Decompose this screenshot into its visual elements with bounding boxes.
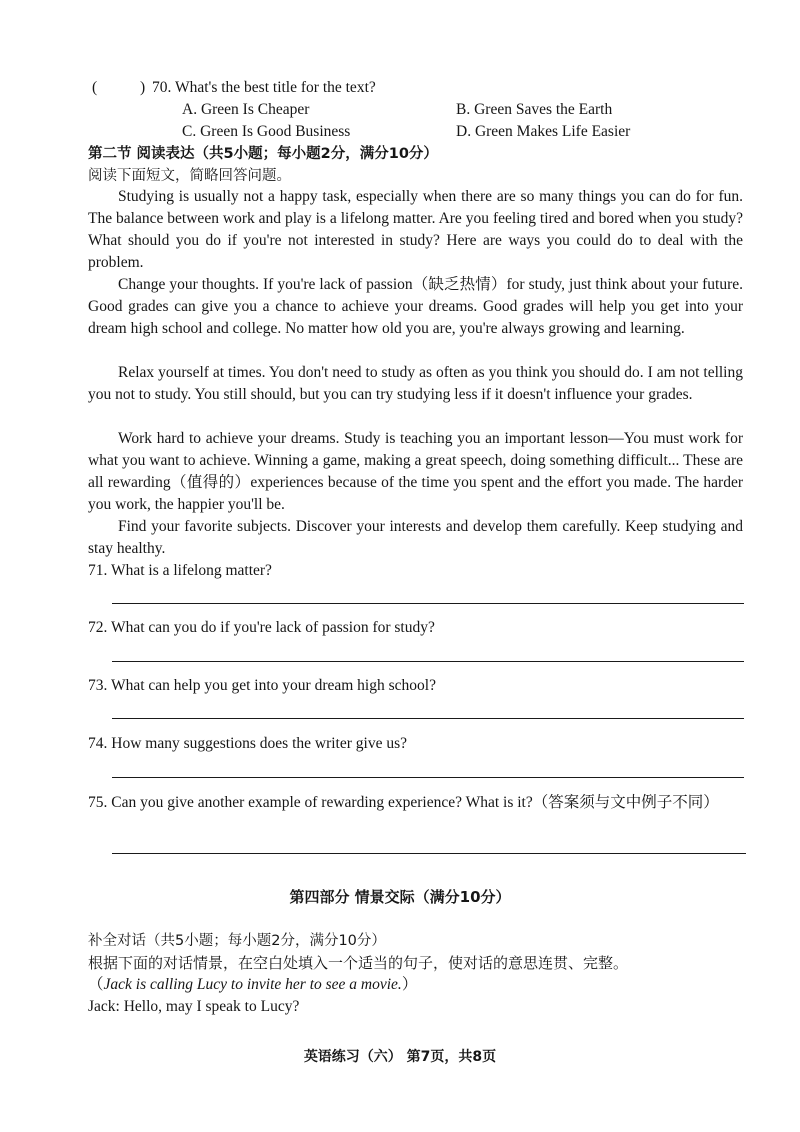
question-75: 75. Can you give another example of rewarding experience? What is it?（答案须与文中例子不同） bbox=[88, 794, 719, 811]
part4-instruction: 根据下面的对话情景，在空白处填入一个适当的句子，使对话的意思连贯、完整。 bbox=[88, 954, 629, 972]
part4-heading: 第四部分 情景交际（满分10分） bbox=[289, 888, 511, 906]
answer-line-72[interactable] bbox=[112, 661, 744, 662]
dialog-context bbox=[88, 974, 417, 996]
q70-option-b: B. Green Saves the Earth bbox=[456, 101, 613, 118]
dialog-line-jack: Jack: Hello, may I speak to Lucy? bbox=[88, 998, 300, 1015]
context-paren-open: （ bbox=[88, 976, 104, 993]
passage-paragraph-5: Find your favorite subjects. Discover your interests and develop them carefully. Keep studying and stay healthy. bbox=[88, 518, 743, 557]
passage-paragraph-3: Relax yourself at times. You don't need to study as often as you think you should do. I am not telling you not to study. You still should, but you can try studying less if it doesn't influence your grades. bbox=[88, 364, 743, 403]
question-72: 72. What can you do if you're lack of passion for study? bbox=[88, 619, 435, 636]
section2-instruction: 阅读下面短文，简略回答问题。 bbox=[88, 168, 291, 184]
part4-subheading: 补全对话（共5小题；每小题2分，满分10分） bbox=[88, 933, 386, 949]
passage-paragraph-1: Studying is usually not a happy task, especially when there are so many things you can do for fun. The balance between work and play is a lifelong matter. Are you feeling tired and bored when you study? What should you do if you're not interested in study? Here are ways you could do to deal with the problem. bbox=[88, 188, 743, 271]
answer-line-71[interactable] bbox=[112, 603, 744, 604]
passage-paragraph-4: Work hard to achieve your dreams. Study is teaching you an important lesson—You must work for what you want to achieve. Winning a game, making a great speech, doing something difficult... These are all rewarding（值得的）experiences because of the time you spent and the effort you made. The harder you work, the happier you'll be. bbox=[88, 430, 743, 513]
answer-line-74[interactable] bbox=[112, 777, 744, 778]
passage-paragraph-2: Change your thoughts. If you're lack of passion（缺乏热情）for study, just think about your future. Good grades can give you a chance to achieve your dreams. Good grades will help you get into your dream high school and college. No matter how old you are, you're always growing and learning. bbox=[88, 276, 743, 337]
q70-option-c: C. Green Is Good Business bbox=[182, 123, 351, 140]
page-footer: 英语练习（六） 第7页，共8页 bbox=[303, 1049, 497, 1065]
q70-answer-paren-close: ) bbox=[140, 79, 146, 96]
q70-option-d: D. Green Makes Life Easier bbox=[456, 123, 631, 140]
answer-line-73[interactable] bbox=[112, 718, 744, 719]
context-paren-close: ） bbox=[401, 976, 418, 993]
section2-heading: 第二节 阅读表达（共5小题；每小题2分，满分10分） bbox=[88, 146, 438, 162]
question-71: 71. What is a lifelong matter? bbox=[88, 562, 272, 579]
answer-line-75[interactable] bbox=[112, 853, 746, 854]
q70-question: 70. What's the best title for the text? bbox=[152, 79, 376, 96]
question-73: 73. What can help you get into your dream high school? bbox=[88, 677, 436, 694]
q70-option-a: A. Green Is Cheaper bbox=[182, 101, 310, 118]
q70-answer-paren-open: ( bbox=[92, 79, 98, 96]
question-74: 74. How many suggestions does the writer give us? bbox=[88, 735, 407, 752]
context-text: Jack is calling Lucy to invite her to see a movie. bbox=[103, 976, 402, 993]
